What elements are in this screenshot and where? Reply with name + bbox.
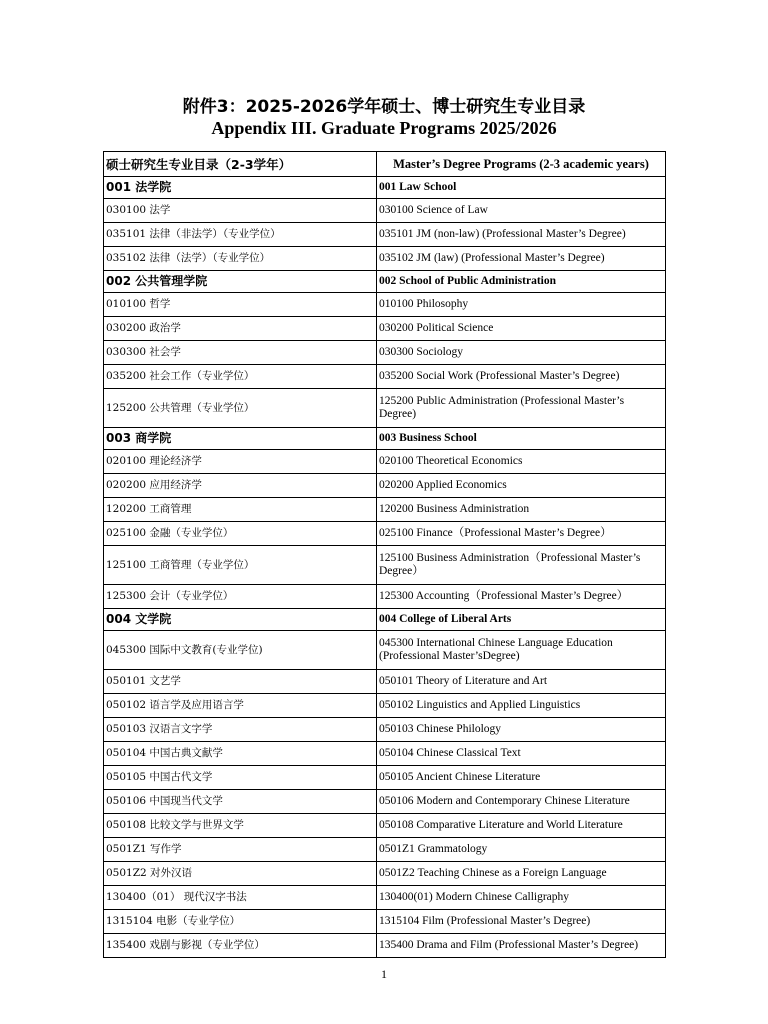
table-row <box>104 718 666 742</box>
program-name-chinese: 050104 中国古典文献学 <box>104 742 377 766</box>
program-name-english: 003 Business School <box>377 428 666 450</box>
table-row <box>104 293 666 317</box>
table-row <box>104 389 666 428</box>
program-name-english: 030300 Sociology <box>377 341 666 365</box>
program-name-english: 045300 International Chinese Language Education (Professional Master’sDegree) <box>377 631 666 670</box>
program-name-chinese: 050105 中国古代文学 <box>104 766 377 790</box>
program-name-english: 125200 Public Administration (Professional Master’s Degree) <box>377 389 666 428</box>
program-name-chinese: 025100 金融（专业学位） <box>104 522 377 546</box>
program-name-english: 035101 JM (non-law) (Professional Master’s Degree) <box>377 223 666 247</box>
header-chinese: 硕士研究生专业目录（2-3学年） <box>104 152 377 177</box>
program-name-english: 1315104 Film (Professional Master’s Degree) <box>377 910 666 934</box>
program-name-chinese: 120200 工商管理 <box>104 498 377 522</box>
header-english: Master’s Degree Programs (2-3 academic years) <box>377 152 666 177</box>
document-title-chinese: 附件3：2025-2026学年硕士、博士研究生专业目录 <box>182 97 586 117</box>
program-name-english: 050106 Modern and Contemporary Chinese Literature <box>377 790 666 814</box>
program-name-chinese: 050102 语言学及应用语言学 <box>104 694 377 718</box>
table-row <box>104 814 666 838</box>
program-name-english: 001 Law School <box>377 177 666 199</box>
program-name-chinese: 020100 理论经济学 <box>104 450 377 474</box>
program-name-chinese: 125300 会计（专业学位） <box>104 585 377 609</box>
program-name-english: 0501Z1 Grammatology <box>377 838 666 862</box>
table-row <box>104 910 666 934</box>
program-name-chinese: 035102 法律（法学）（专业学位） <box>104 247 377 271</box>
program-name-english: 004 College of Liberal Arts <box>377 609 666 631</box>
table-row <box>104 341 666 365</box>
program-name-english: 130400(01) Modern Chinese Calligraphy <box>377 886 666 910</box>
program-name-chinese: 001 法学院 <box>104 177 377 199</box>
program-name-chinese: 130400（01） 现代汉字书法 <box>104 886 377 910</box>
table-row <box>104 631 666 670</box>
table-row <box>104 670 666 694</box>
table-row <box>104 694 666 718</box>
program-name-chinese: 045300 国际中文教育(专业学位) <box>104 631 377 670</box>
table-row <box>104 365 666 389</box>
program-name-english: 050103 Chinese Philology <box>377 718 666 742</box>
table-row <box>104 546 666 585</box>
table-row <box>104 247 666 271</box>
program-name-english: 020100 Theoretical Economics <box>377 450 666 474</box>
table-row <box>104 886 666 910</box>
section-row <box>104 428 666 450</box>
program-name-english: 120200 Business Administration <box>377 498 666 522</box>
program-name-chinese: 050103 汉语言文字学 <box>104 718 377 742</box>
program-name-chinese: 010100 哲学 <box>104 293 377 317</box>
program-name-chinese: 030200 政治学 <box>104 317 377 341</box>
programs-table-container <box>103 151 665 958</box>
table-row <box>104 317 666 341</box>
table-header-row <box>104 152 666 177</box>
table-row <box>104 742 666 766</box>
table-row <box>104 790 666 814</box>
section-row <box>104 177 666 199</box>
program-name-chinese: 004 文学院 <box>104 609 377 631</box>
program-name-english: 010100 Philosophy <box>377 293 666 317</box>
program-name-english: 035200 Social Work (Professional Master’s Degree) <box>377 365 666 389</box>
program-name-chinese: 030300 社会学 <box>104 341 377 365</box>
table-row <box>104 450 666 474</box>
program-name-english: 050102 Linguistics and Applied Linguistics <box>377 694 666 718</box>
page-number: 1 <box>381 967 387 981</box>
program-name-english: 020200 Applied Economics <box>377 474 666 498</box>
table-row <box>104 223 666 247</box>
program-name-chinese: 0501Z1 写作学 <box>104 838 377 862</box>
section-row <box>104 271 666 293</box>
program-name-english: 025100 Finance（Professional Master’s Degree） <box>377 522 666 546</box>
program-name-chinese: 035200 社会工作（专业学位） <box>104 365 377 389</box>
table-row <box>104 862 666 886</box>
document-title-english: Appendix III. Graduate Programs 2025/2026 <box>211 118 557 138</box>
section-row <box>104 609 666 631</box>
program-name-chinese: 020200 应用经济学 <box>104 474 377 498</box>
program-name-english: 050104 Chinese Classical Text <box>377 742 666 766</box>
program-name-chinese: 030100 法学 <box>104 199 377 223</box>
program-name-chinese: 1315104 电影（专业学位） <box>104 910 377 934</box>
program-name-english: 035102 JM (law) (Professional Master’s Degree) <box>377 247 666 271</box>
program-name-english: 125100 Business Administration（Professional Master’s Degree） <box>377 546 666 585</box>
program-name-chinese: 050106 中国现当代文学 <box>104 790 377 814</box>
table-row <box>104 838 666 862</box>
program-name-chinese: 002 公共管理学院 <box>104 271 377 293</box>
program-name-english: 125300 Accounting（Professional Master’s Degree） <box>377 585 666 609</box>
table-row <box>104 766 666 790</box>
program-name-english: 050105 Ancient Chinese Literature <box>377 766 666 790</box>
table-row <box>104 474 666 498</box>
program-name-chinese: 050108 比较文学与世界文学 <box>104 814 377 838</box>
program-name-chinese: 125200 公共管理（专业学位） <box>104 389 377 428</box>
table-row <box>104 498 666 522</box>
program-name-english: 050108 Comparative Literature and World Literature <box>377 814 666 838</box>
programs-table <box>103 151 666 958</box>
program-name-chinese: 0501Z2 对外汉语 <box>104 862 377 886</box>
table-row <box>104 522 666 546</box>
program-name-english: 0501Z2 Teaching Chinese as a Foreign Language <box>377 862 666 886</box>
program-name-chinese: 003 商学院 <box>104 428 377 450</box>
table-row <box>104 585 666 609</box>
program-name-english: 002 School of Public Administration <box>377 271 666 293</box>
program-name-english: 135400 Drama and Film (Professional Master’s Degree) <box>377 934 666 958</box>
program-name-chinese: 135400 戏剧与影视（专业学位） <box>104 934 377 958</box>
program-name-english: 050101 Theory of Literature and Art <box>377 670 666 694</box>
table-row <box>104 199 666 223</box>
table-row <box>104 934 666 958</box>
program-name-chinese: 125100 工商管理（专业学位） <box>104 546 377 585</box>
program-name-chinese: 035101 法律（非法学）（专业学位） <box>104 223 377 247</box>
program-name-english: 030100 Science of Law <box>377 199 666 223</box>
program-name-chinese: 050101 文艺学 <box>104 670 377 694</box>
program-name-english: 030200 Political Science <box>377 317 666 341</box>
